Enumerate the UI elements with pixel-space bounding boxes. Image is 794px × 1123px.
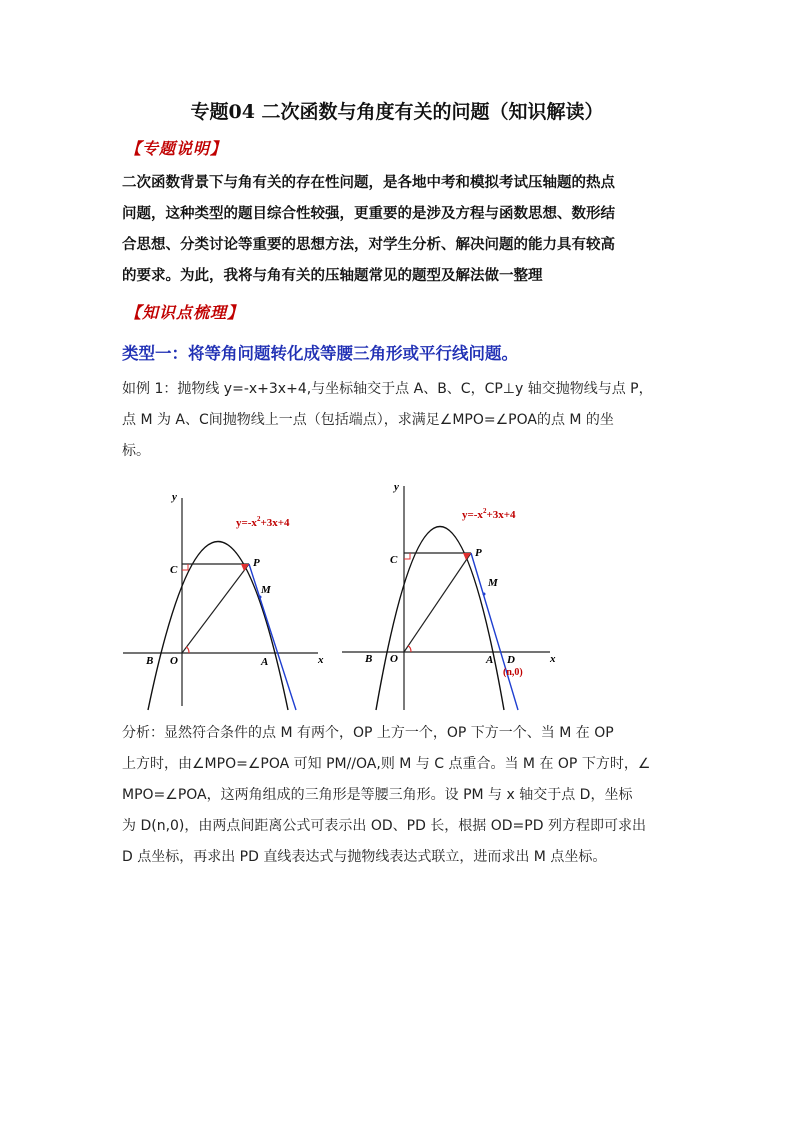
intro-line: 二次函数背景下与角有关的存在性问题，是各地中考和模拟考试压轴题的热点	[122, 175, 615, 191]
label-x: x	[550, 653, 556, 665]
label-y: y	[394, 481, 399, 493]
type1-heading: 类型一：将等角问题转化成等腰三角形或平行线问题。	[122, 344, 518, 363]
analysis-paragraph	[122, 718, 702, 873]
label-p: P	[253, 557, 260, 569]
label-y: y	[172, 491, 177, 503]
label-d: D	[507, 654, 515, 666]
angle-mark-o	[408, 646, 411, 652]
analysis-line: 为 D(n,0)，由两点间距离公式可表示出 OD、PD 长，根据 OD=PD 列方程即可求出	[122, 818, 646, 834]
equation-label: $y=-x^2+3x+4$	[236, 515, 290, 529]
equation-label: $y=-x^2+3x+4$	[462, 507, 516, 521]
segment-op	[404, 553, 471, 652]
label-a: A	[486, 654, 494, 666]
label-c: C	[390, 554, 398, 566]
label-m: M	[261, 584, 271, 596]
label-p: P	[475, 547, 482, 559]
example-paragraph	[122, 374, 702, 467]
parabola-curve	[148, 542, 288, 711]
label-d-coord: (n,0)	[503, 667, 523, 678]
label-m: M	[488, 577, 498, 589]
example-line: 点 M 为 A、C间抛物线上一点（包括端点），求满足∠MPO=∠POA的点 M 的坐	[122, 412, 614, 428]
segment-op	[182, 564, 249, 653]
segment-pm	[249, 564, 296, 710]
example-line: 如例 1：抛物线 y=-x+3x+4,与坐标轴交于点 A、B、C，CP⊥y 轴交抛物线与点 P，	[122, 381, 653, 397]
example-line: 标。	[122, 443, 150, 459]
intro-paragraph	[122, 168, 682, 292]
label-c: C	[170, 564, 178, 576]
analysis-line: 上方时，由∠MPO=∠POA 可知 PM//OA,则 M 与 C 点重合。当 M 在 OP 下方时，∠	[122, 756, 651, 772]
label-a: A	[261, 656, 269, 668]
intro-line: 问题，这种类型的题目综合性较强，更重要的是涉及方程与函数思想、数形结	[122, 206, 615, 222]
page-title: 专题04 二次函数与角度有关的问题（知识解读）	[190, 101, 604, 123]
label-b: B	[146, 655, 154, 667]
label-o: O	[390, 653, 398, 665]
analysis-line: 分析：显然符合条件的点 M 有两个，OP 上方一个，OP 下方一个、当 M 在 OP	[122, 725, 614, 741]
right-angle-mark	[182, 564, 188, 570]
figure-2	[340, 478, 566, 714]
label-x: x	[318, 654, 324, 666]
section-knowledge-label: 【知识点梳理】	[125, 303, 245, 322]
label-b: B	[365, 653, 373, 665]
analysis-line: MPO=∠POA，这两角组成的三角形是等腰三角形。设 PM 与 x 轴交于点 D，坐标	[122, 787, 633, 803]
intro-line: 合思想、分类讨论等重要的思想方法，对学生分析、解决问题的能力具有较高	[122, 237, 615, 253]
analysis-line: D 点坐标，再求出 PD 直线表达式与抛物线表达式联立，进而求出 M 点坐标。	[122, 849, 607, 865]
figure-1	[118, 478, 338, 714]
label-o: O	[170, 655, 178, 667]
section-explain-label: 【专题说明】	[125, 139, 228, 158]
point-m	[483, 593, 486, 596]
right-angle-mark	[404, 553, 410, 559]
intro-line: 的要求。为此，我将与角有关的压轴题常见的题型及解法做一整理	[122, 268, 543, 284]
